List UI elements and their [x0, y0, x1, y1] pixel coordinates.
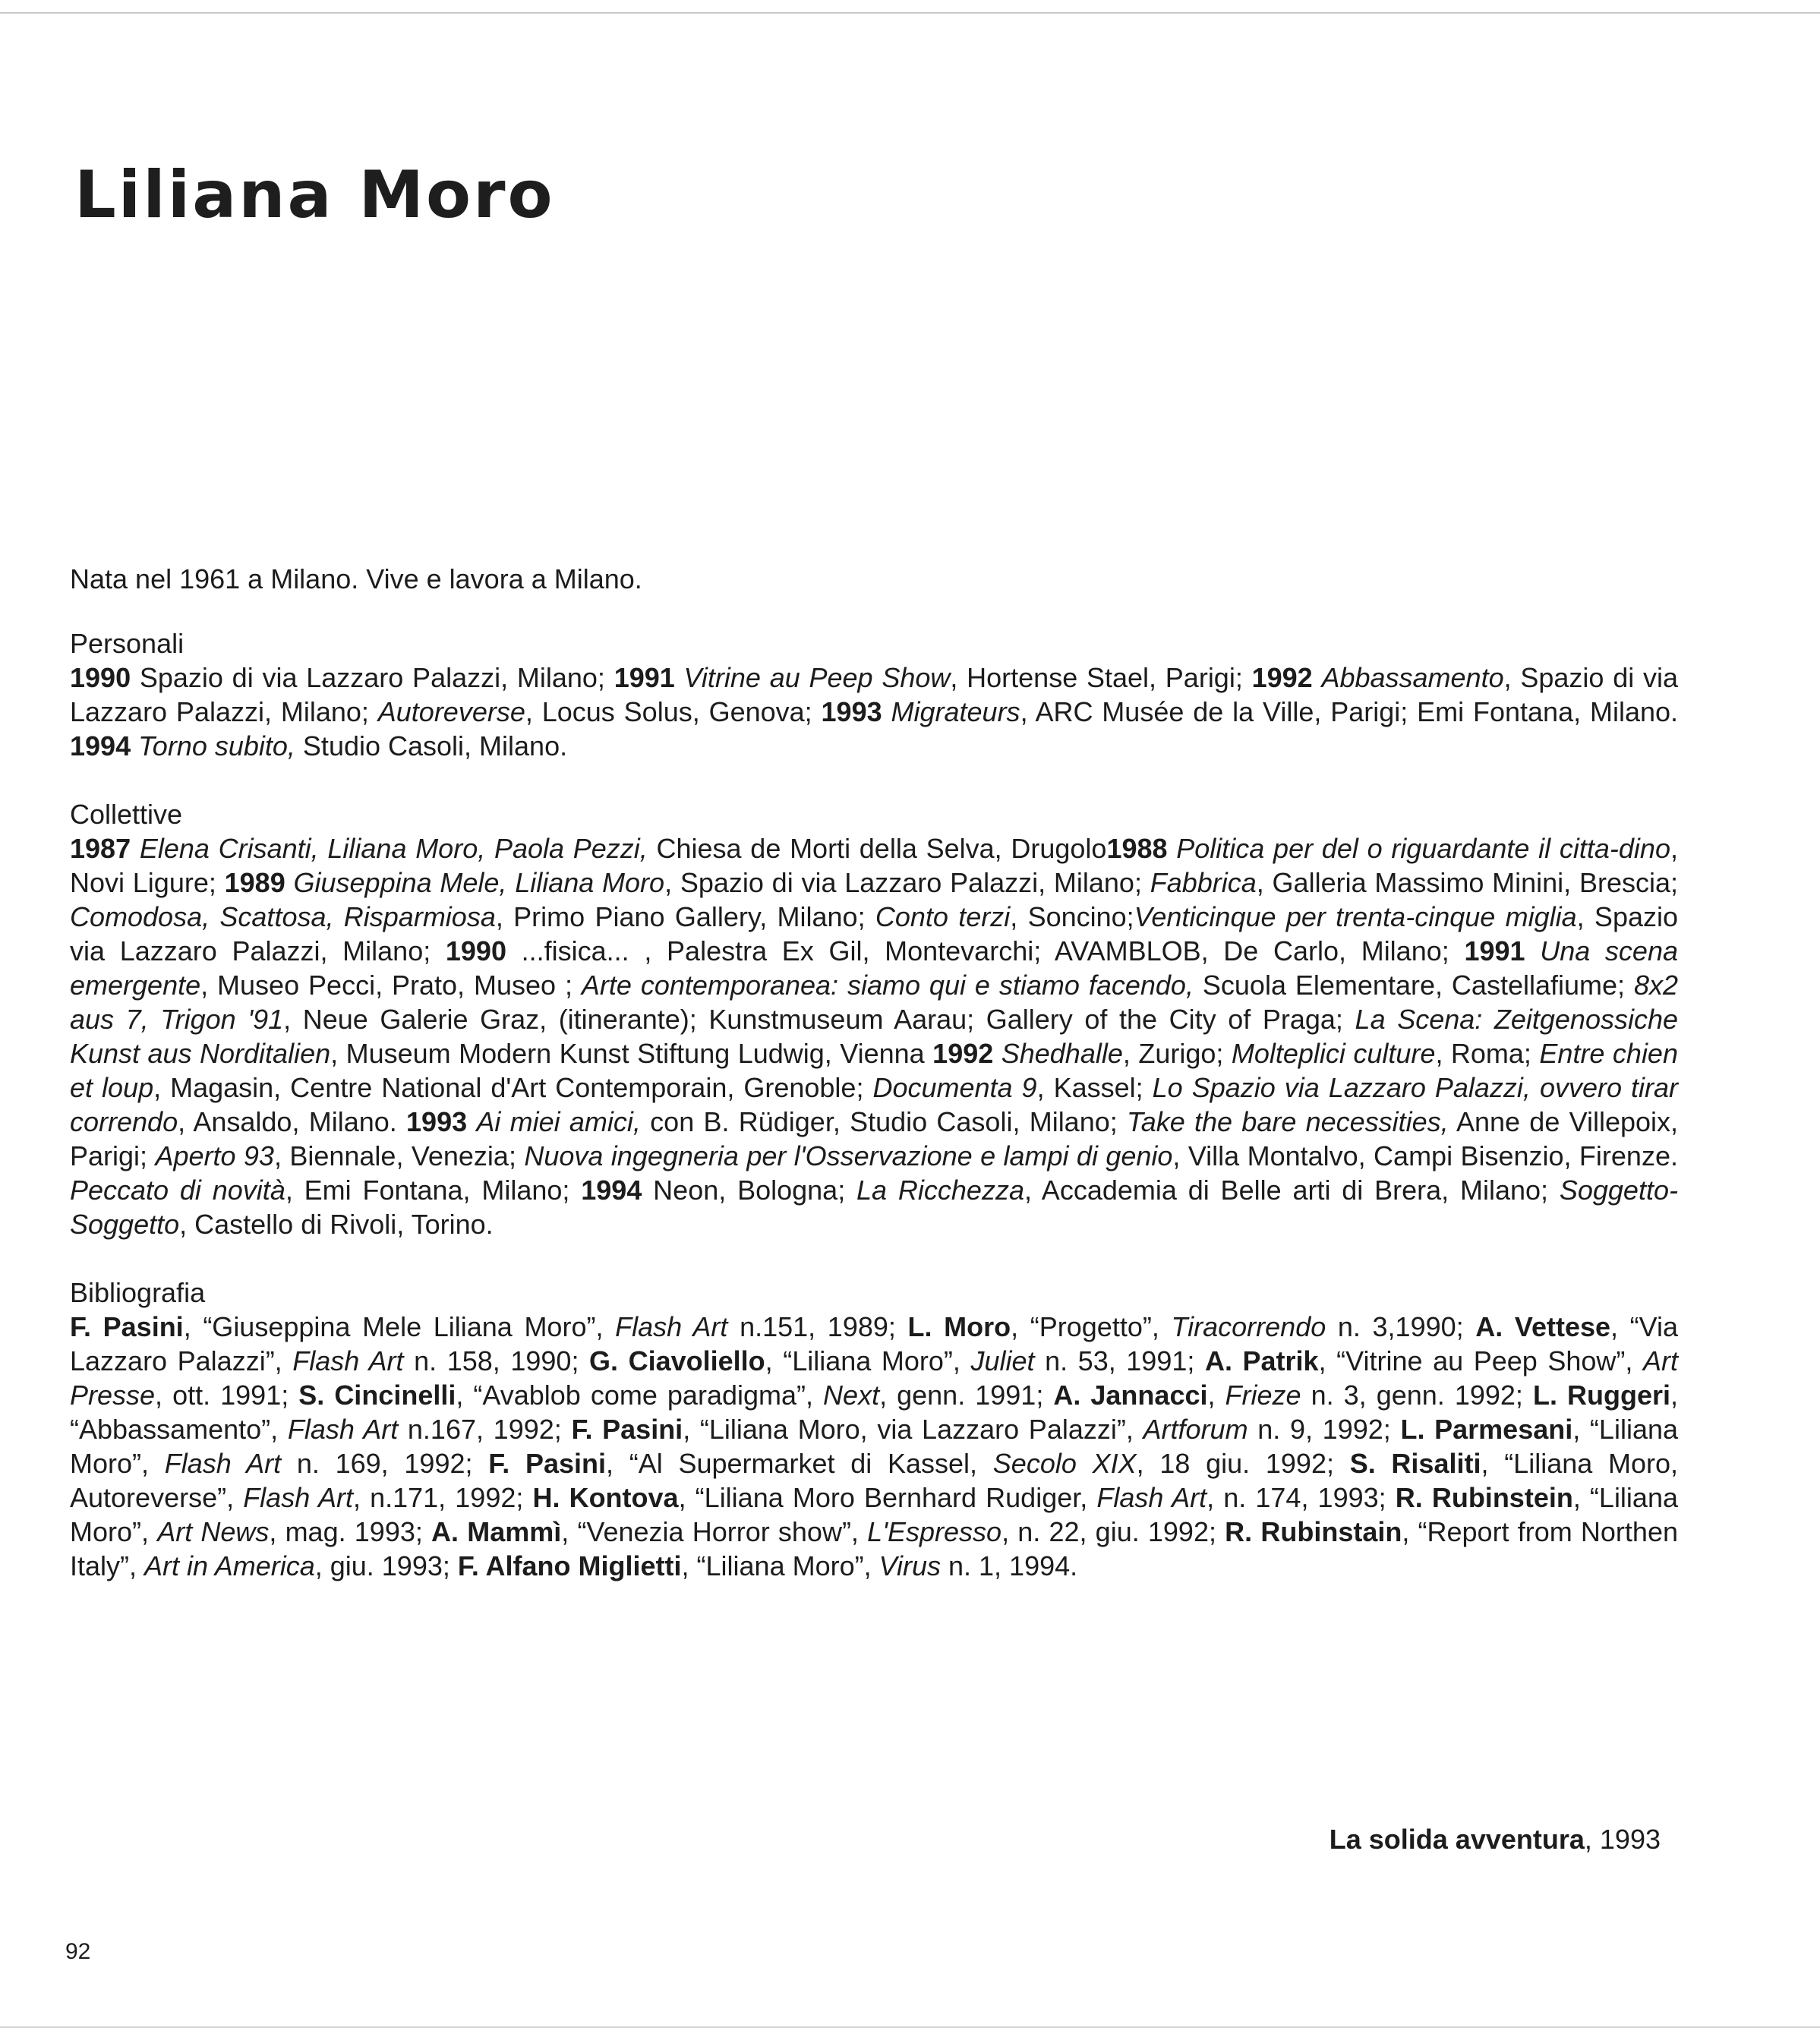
section-heading: Bibliografia: [70, 1277, 206, 1308]
text-run: , “Abbassamento”,: [70, 1380, 1678, 1445]
text-run: , Zurigo;: [1122, 1038, 1232, 1069]
text-run: , Castello di Rivoli, Torino.: [179, 1209, 494, 1240]
text-run: , “Progetto”,: [1011, 1311, 1172, 1342]
section-collettive: [70, 797, 1678, 1241]
text-run: [1313, 662, 1322, 693]
italic-run: Flash Art: [615, 1311, 728, 1342]
bold-run: 1989: [224, 867, 285, 898]
bold-run: G. Ciavoliello: [589, 1345, 765, 1376]
text-run: , Villa Montalvo, Campi Bisenzio, Firenze.: [1172, 1140, 1678, 1171]
text-run: , Novi Ligure;: [70, 833, 1678, 898]
italic-run: Aperto 93: [155, 1140, 274, 1171]
caption-title: La solida avventura: [1329, 1824, 1585, 1855]
text-run: , “Liliana Moro Bernhard Rudiger,: [678, 1482, 1097, 1513]
text-run: , Accademia di Belle arti di Brera, Milano;: [1024, 1175, 1560, 1206]
italic-run: Flash Art: [287, 1414, 399, 1445]
italic-run: La Scena: Zeitgenossiche Kunst aus Norditalien: [70, 1004, 1679, 1069]
italic-run: Fabbrica: [1150, 867, 1257, 898]
text-run: , Spazio di via Lazzaro Palazzi, Milano;: [70, 662, 1678, 727]
text-run: Anne de Villepoix, Parigi;: [70, 1106, 1679, 1171]
bold-run: H. Kontova: [532, 1482, 679, 1513]
italic-run: Politica per del o riguardante il citta-dino: [1176, 833, 1670, 864]
text-run: , “Vitrine au Peep Show”,: [1318, 1345, 1643, 1376]
text-run: n. 1, 1994.: [941, 1550, 1078, 1581]
bold-run: L. Moro: [907, 1311, 1011, 1342]
text-run: , giu. 1993;: [314, 1550, 458, 1581]
text-run: [467, 1106, 476, 1137]
text-run: , ott. 1991;: [155, 1380, 299, 1411]
text-run: , mag. 1993;: [269, 1516, 432, 1547]
bold-run: 1992: [932, 1038, 994, 1069]
bold-run: 1987: [70, 833, 131, 864]
italic-run: Soggetto-Soggetto: [70, 1175, 1678, 1240]
italic-run: La Ricchezza: [856, 1175, 1024, 1206]
italic-run: Frieze: [1225, 1380, 1301, 1411]
italic-run: Arte contemporanea: siamo qui e stiamo facendo,: [581, 970, 1194, 1001]
text-run: con B. Rüdiger, Studio Casoli, Milano;: [640, 1106, 1128, 1137]
italic-run: Entre chien et loup: [70, 1038, 1678, 1103]
text-run: [131, 730, 138, 762]
text-run: , “Giuseppina Mele Liliana Moro”,: [183, 1311, 616, 1342]
text-run: , n. 174, 1993;: [1206, 1482, 1396, 1513]
text-run: , Kassel;: [1036, 1072, 1153, 1103]
italic-run: Secolo XIX: [992, 1448, 1137, 1479]
italic-run: L'Espresso: [867, 1516, 1002, 1547]
italic-run: Conto terzi: [875, 901, 1011, 932]
text-run: , Primo Piano Gallery, Milano;: [495, 901, 875, 932]
artist-bio: Nata nel 1961 a Milano. Vive e lavora a Milano.: [70, 563, 642, 594]
italic-run: Molteplici culture: [1231, 1038, 1436, 1069]
text-run: Studio Casoli, Milano.: [295, 730, 568, 762]
bold-run: 1988: [1106, 833, 1168, 864]
italic-run: Tiracorrendo: [1171, 1311, 1326, 1342]
italic-run: Flash Art: [164, 1448, 282, 1479]
text-run: , Galleria Massimo Minini, Brescia;: [1256, 867, 1678, 898]
italic-run: Virus: [878, 1550, 941, 1581]
bold-run: 1991: [1464, 935, 1525, 966]
bold-run: 1991: [614, 662, 675, 693]
text-run: n. 3,1990;: [1326, 1311, 1476, 1342]
text-run: , n. 22, giu. 1992;: [1001, 1516, 1225, 1547]
section-body: [70, 661, 1678, 763]
italic-run: Take the bare necessities,: [1127, 1106, 1449, 1137]
section-body: [70, 1310, 1678, 1583]
italic-run: Giuseppina Mele, Liliana Moro: [293, 867, 665, 898]
bold-run: 1994: [70, 730, 131, 762]
italic-run: Venticinque per trenta-cinque miglia: [1134, 901, 1577, 932]
text-run: n. 3, genn. 1992;: [1301, 1380, 1533, 1411]
page-number: 92: [65, 1939, 91, 1964]
italic-run: Abbassamento: [1321, 662, 1504, 693]
bold-run: A. Mammì: [431, 1516, 562, 1547]
text-run: ...fisica... , Palestra Ex Gil, Montevarchi; AVAMBLOB, De Carlo, Milano;: [506, 935, 1465, 966]
bold-run: 1993: [406, 1106, 468, 1137]
image-caption: [1330, 1822, 1661, 1856]
bold-run: F. Alfano Miglietti: [457, 1550, 682, 1581]
italic-run: Art News: [157, 1516, 270, 1547]
text-run: , Hortense Stael, Parigi;: [950, 662, 1252, 693]
text-run: , 18 giu. 1992;: [1136, 1448, 1350, 1479]
text-run: , “Liliana Moro, Autoreverse”,: [70, 1448, 1679, 1513]
italic-run: Documenta 9: [872, 1072, 1037, 1103]
section-bibliografia: [70, 1275, 1678, 1583]
text-run: , Roma;: [1435, 1038, 1540, 1069]
section-heading: Collettive: [70, 799, 183, 830]
text-run: , “Liliana Moro, via Lazzaro Palazzi”,: [683, 1414, 1143, 1445]
text-run: , Emi Fontana, Milano;: [285, 1175, 582, 1206]
italic-run: Peccato di novità: [70, 1175, 285, 1206]
bold-run: A. Patrik: [1204, 1345, 1319, 1376]
top-rule: [0, 12, 1820, 14]
text-run: , Museum Modern Kunst Stiftung Ludwig, Vienna: [330, 1038, 933, 1069]
text-run: , “Avablob come paradigma”,: [456, 1380, 824, 1411]
text-run: , Ansaldo, Milano.: [178, 1106, 407, 1137]
text-run: , genn. 1991;: [879, 1380, 1054, 1411]
italic-run: Juliet: [970, 1345, 1035, 1376]
bold-run: 1994: [581, 1175, 642, 1206]
text-run: , ARC Musée de la Ville, Parigi; Emi Fontana, Milano.: [1020, 696, 1679, 727]
italic-run: 8x2 aus 7, Trigon '91: [70, 970, 1678, 1035]
text-run: , Neue Galerie Graz, (itinerante); Kunstmuseum Aarau; Gallery of the City of Praga;: [283, 1004, 1355, 1035]
italic-run: Artforum: [1143, 1414, 1248, 1445]
text-run: [285, 867, 294, 898]
text-run: n. 158, 1990;: [403, 1345, 590, 1376]
italic-run: Lo Spazio via Lazzaro Palazzi, ovvero tirar correndo: [70, 1072, 1678, 1137]
text-run: , Magasin, Centre National d'Art Contemporain, Grenoble;: [153, 1072, 873, 1103]
italic-run: Vitrine au Peep Show: [683, 662, 951, 693]
bold-run: S. Risaliti: [1349, 1448, 1481, 1479]
section-personali: [70, 626, 1678, 763]
text-run: , n.171, 1992;: [352, 1482, 533, 1513]
text-run: Spazio di via Lazzaro Palazzi, Milano;: [131, 662, 614, 693]
bold-run: F. Pasini: [70, 1311, 184, 1342]
italic-run: Art Presse: [70, 1345, 1679, 1411]
text-run: , “Al Supermarket di Kassel,: [606, 1448, 993, 1479]
bold-run: R. Rubinstain: [1225, 1516, 1402, 1547]
text-run: [1168, 833, 1177, 864]
italic-run: Comodosa, Scattosa, Risparmiosa: [70, 901, 496, 932]
bold-run: 1992: [1251, 662, 1313, 693]
bold-run: A. Jannacci: [1053, 1380, 1208, 1411]
bold-run: F. Pasini: [488, 1448, 607, 1479]
bold-run: R. Rubinstein: [1395, 1482, 1573, 1513]
bold-run: L. Parmesani: [1400, 1414, 1573, 1445]
section-body: [70, 831, 1678, 1241]
italic-run: Ai miei amici,: [476, 1106, 641, 1137]
text-run: , Museo Pecci, Prato, Museo ;: [200, 970, 582, 1001]
section-heading: Personali: [70, 628, 185, 659]
text-run: , Locus Solus, Genova;: [525, 696, 822, 727]
text-run: n. 169, 1992;: [281, 1448, 489, 1479]
text-run: , “Liliana Moro”,: [70, 1482, 1678, 1547]
bold-run: F. Pasini: [571, 1414, 683, 1445]
text-run: , Biennale, Venezia;: [273, 1140, 525, 1171]
text-run: n. 53, 1991;: [1034, 1345, 1205, 1376]
text-run: [1525, 935, 1541, 966]
caption-year: , 1993: [1584, 1824, 1661, 1855]
text-run: ,: [1207, 1380, 1225, 1411]
italic-run: Migrateurs: [891, 696, 1020, 727]
text-run: , “Liliana Moro”,: [681, 1550, 879, 1581]
text-run: [675, 662, 684, 693]
text-run: [882, 696, 891, 727]
text-run: , Spazio via Lazzaro Palazzi, Milano;: [70, 901, 1679, 966]
italic-run: Flash Art: [1096, 1482, 1207, 1513]
text-run: n.151, 1989;: [727, 1311, 908, 1342]
text-run: , “Via Lazzaro Palazzi”,: [70, 1311, 1679, 1376]
text-run: Chiesa de Morti della Selva, Drugolo: [647, 833, 1107, 864]
bold-run: L. Ruggeri: [1532, 1380, 1670, 1411]
italic-run: Una scena emergente: [70, 935, 1678, 1001]
italic-run: Art in America: [144, 1550, 315, 1581]
italic-run: Flash Art: [243, 1482, 353, 1513]
italic-run: Shedhalle: [1001, 1038, 1123, 1069]
text-run: , Soncino;: [1010, 901, 1134, 932]
text-run: [993, 1038, 1001, 1069]
text-run: , “Report from Northen Italy”,: [70, 1516, 1678, 1581]
italic-run: Next: [823, 1380, 880, 1411]
text-run: Scuola Elementare, Castellafiume;: [1193, 970, 1634, 1001]
text-run: , “Liliana Moro”,: [70, 1414, 1679, 1479]
bold-run: A. Vettese: [1475, 1311, 1611, 1342]
text-run: , Spazio di via Lazzaro Palazzi, Milano;: [664, 867, 1150, 898]
italic-run: Elena Crisanti, Liliana Moro, Paola Pezzi,: [139, 833, 648, 864]
bold-run: 1993: [821, 696, 882, 727]
text-run: n.167, 1992;: [398, 1414, 572, 1445]
italic-run: Autoreverse: [377, 696, 525, 727]
text-run: Neon, Bologna;: [642, 1175, 857, 1206]
bold-run: 1990: [445, 935, 506, 966]
italic-run: Flash Art: [292, 1345, 404, 1376]
italic-run: Nuova ingegneria per l'Osservazione e lampi di genio: [524, 1140, 1173, 1171]
text-run: [131, 833, 140, 864]
italic-run: Torno subito,: [138, 730, 295, 762]
bold-run: 1990: [70, 662, 131, 693]
text-run: , “Venezia Horror show”,: [561, 1516, 868, 1547]
text-run: n. 9, 1992;: [1248, 1414, 1401, 1445]
bottom-rule: [0, 2026, 1820, 2028]
text-run: , “Liliana Moro”,: [765, 1345, 971, 1376]
bold-run: S. Cincinelli: [298, 1380, 456, 1411]
page-title: Liliana Moro: [74, 157, 555, 233]
